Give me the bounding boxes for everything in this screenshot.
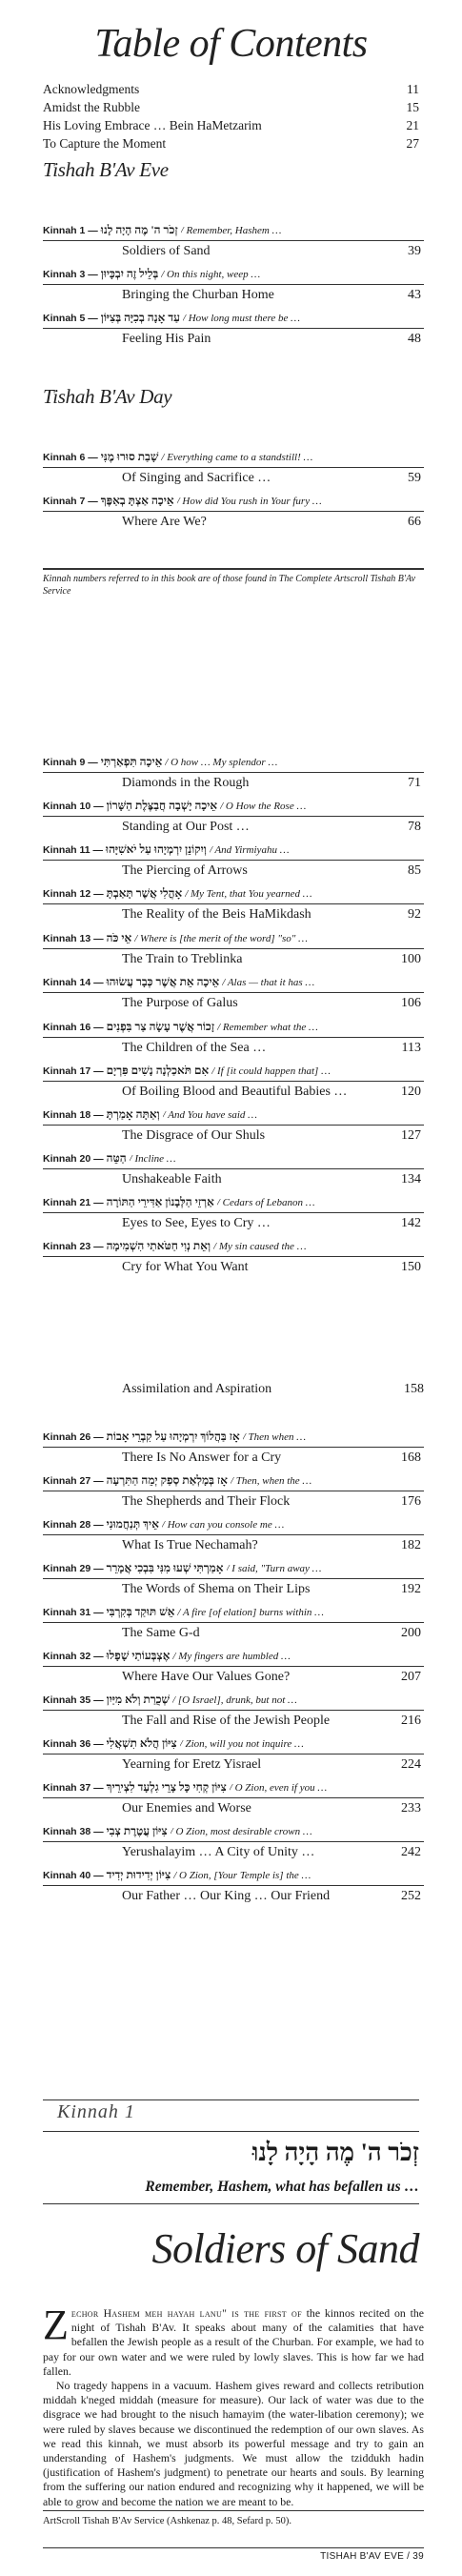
hebrew-title: אָמַרְתִּי שְׁעוּ מִנִּי בִּבְכִי אֲמָרֵר xyxy=(106,1561,224,1574)
section-heading-eve: Tishah B'Av Eve xyxy=(43,158,169,181)
hebrew-title: אֵיכָה אֵת אֲשֶׁר כְּבָר עֲשׂוּהוּ xyxy=(106,975,220,988)
kinnah-entry[interactable] xyxy=(43,1561,424,1600)
entry-title: The Disgrace of Our Shuls xyxy=(122,1128,266,1143)
entry-title: Feeling His Pain xyxy=(122,332,211,346)
kinnah-number: Kinnah 26 — xyxy=(43,1431,104,1443)
section-heading-day: Tishah B'Av Day xyxy=(43,385,172,408)
chapter-body xyxy=(43,2302,424,2509)
entry-title: The Shepherds and Their Flock xyxy=(122,1494,291,1509)
hebrew-title: וְאַתָּה אָמַרְתָּ xyxy=(106,1107,160,1121)
kinnah-number: Kinnah 27 — xyxy=(43,1475,104,1487)
entry-title: Eyes to See, Eyes to Cry … xyxy=(122,1216,271,1230)
kinnah-number: Kinnah 6 — xyxy=(43,452,98,463)
toc-row-page: 21 xyxy=(406,118,419,132)
kinnah-entry[interactable] xyxy=(43,1824,424,1863)
entry-title: Unshakeable Faith xyxy=(122,1172,222,1187)
translation: / Remember, Hashem … xyxy=(180,225,282,236)
translation: / Then, when the … xyxy=(230,1475,312,1487)
entry-title: Bringing the Churban Home xyxy=(122,288,274,302)
entry-header xyxy=(43,1473,424,1491)
kinnah-entry[interactable] xyxy=(43,1736,424,1775)
kinnah-number: Kinnah 37 — xyxy=(43,1782,104,1794)
translation: / Remember what the … xyxy=(217,1022,318,1033)
entry-title-row xyxy=(43,1798,424,1819)
entry-title-row xyxy=(43,1491,424,1512)
entry-header xyxy=(43,267,424,285)
entry-header xyxy=(43,450,424,468)
toc-row-title: Amidst the Rubble xyxy=(43,100,140,114)
translation: / If [it could happen that] … xyxy=(211,1065,331,1077)
kinnah-number: Kinnah 17 — xyxy=(43,1065,104,1077)
entry-title: Our Father … Our King … Our Friend xyxy=(122,1889,331,1903)
entry-title-row xyxy=(43,1579,424,1600)
entry-page: 158 xyxy=(404,1382,424,1396)
entry-header xyxy=(43,842,424,861)
hebrew-title: עַד אָנָה בְכִיָּה בְּצִיּוֹן xyxy=(100,311,180,324)
kinnah-label: Kinnah 1 xyxy=(57,2101,135,2122)
hebrew-title: אֵיכָה אַצְתָּ בְאַפֶּךָ xyxy=(100,494,174,507)
translation: / How long must there be … xyxy=(182,313,300,324)
hebrew-title: וְיִקוֹנֵן יִרְמְיָהוּ עַל יֹאשִׁיָּהוּ xyxy=(106,842,207,856)
entry-header xyxy=(43,1430,424,1448)
translation: / My fingers are humbled … xyxy=(172,1651,291,1662)
entry-title-row xyxy=(43,1213,424,1234)
entry-title: Soldiers of Sand xyxy=(122,244,211,258)
hebrew-title: זְכֹר ה' מֶה הָיָה לָנוּ xyxy=(100,223,178,236)
entry-header xyxy=(43,1020,424,1038)
kinnah-entry[interactable] xyxy=(43,1473,424,1512)
entry-title-row xyxy=(43,1535,424,1556)
entry-title: There Is No Answer for a Cry xyxy=(122,1450,282,1465)
kinnah-entry[interactable] xyxy=(43,799,424,838)
entry-header xyxy=(43,1239,424,1257)
kinnah-number: Kinnah 29 — xyxy=(43,1563,104,1574)
entry-page: 216 xyxy=(401,1714,421,1728)
entry-header xyxy=(43,1824,424,1842)
kinnah-entry[interactable] xyxy=(43,223,424,262)
entry-title: The Children of the Sea … xyxy=(122,1041,267,1055)
toc-row-page: 15 xyxy=(406,100,419,114)
hebrew-title: בְּלֵיל זֶה יִבְכָּיוּן xyxy=(100,267,159,280)
hebrew-title: צִיּוֹן עֲטֶרֶת צְבִי xyxy=(106,1824,168,1837)
kinnah-entry[interactable] xyxy=(43,1239,424,1278)
toc-row-page: 11 xyxy=(407,82,419,96)
drop-cap: Z xyxy=(43,2302,69,2348)
entry-title: The Reality of the Beis HaMikdash xyxy=(122,907,311,922)
entry-header xyxy=(43,1693,424,1711)
entry-title-row xyxy=(43,1257,424,1278)
entry-title-row xyxy=(43,1623,424,1644)
kinnah-entry[interactable] xyxy=(43,842,424,882)
kinnah-number: Kinnah 3 — xyxy=(43,269,98,280)
hebrew-title: צִיּוֹן הֲלֹא תִשְׁאֲלִי xyxy=(106,1736,177,1750)
entry-page: 66 xyxy=(408,515,421,529)
entry-page: 142 xyxy=(401,1216,421,1230)
chapter-title: Soldiers of Sand xyxy=(151,2225,419,2272)
entry-title: Assimilation and Aspiration xyxy=(122,1382,272,1396)
hebrew-title: אַרְזֵי הַלְּבָנוֹן אַדִּירֵי הַתּוֹרָה xyxy=(106,1195,214,1208)
front-matter-list xyxy=(43,80,419,152)
toc-title: Table of Contents xyxy=(94,22,368,66)
entry-page: 39 xyxy=(408,244,421,258)
translation: / Alas — that it has … xyxy=(222,977,315,988)
entry-title-row xyxy=(43,1842,424,1863)
hebrew-title: וְאֵת נְוִי חַטֹּאתַי הִשְׁמִימָה xyxy=(106,1239,211,1252)
entry-page: 106 xyxy=(401,996,421,1010)
entry-title: The Purpose of Galus xyxy=(122,996,238,1010)
entry-page: 120 xyxy=(401,1085,421,1099)
kinnah-number: Kinnah 12 — xyxy=(43,888,104,900)
toc-row-title: His Loving Embrace … Bein HaMetzarim xyxy=(43,118,262,132)
kinnah-number: Kinnah 21 — xyxy=(43,1197,104,1208)
entry-title-row xyxy=(43,904,424,925)
toc-row-title: Acknowledgments xyxy=(43,82,140,96)
translation: / [O Israel], drunk, but not … xyxy=(172,1694,297,1706)
entry-title: Cry for What You Want xyxy=(122,1260,249,1274)
kinnah-entry[interactable] xyxy=(43,311,424,350)
kinnah-number: Kinnah 11 — xyxy=(43,844,104,856)
entry-page: 92 xyxy=(408,907,421,922)
kinnah-entry[interactable] xyxy=(43,1517,424,1556)
kinnah-entry[interactable] xyxy=(43,1107,424,1146)
entry-title-row xyxy=(43,1711,424,1732)
kinnah-number: Kinnah 7 — xyxy=(43,496,98,507)
entry-header xyxy=(43,1561,424,1579)
entry-header xyxy=(43,931,424,949)
kinnah-entry[interactable] xyxy=(43,1195,424,1234)
entry-header xyxy=(43,1151,424,1169)
entry-page: 85 xyxy=(408,863,421,878)
toc-row-title: To Capture the Moment xyxy=(43,136,167,151)
kinnah-entry[interactable] xyxy=(43,1430,424,1469)
translation: / Zion, will you not inquire … xyxy=(179,1738,304,1750)
entry-page: 150 xyxy=(401,1260,421,1274)
hebrew-title: אָהֳלִי אֲשֶׁר תָּאַבְתָּ xyxy=(106,886,183,900)
toc-row[interactable] xyxy=(43,116,419,134)
entry-page: 192 xyxy=(401,1582,421,1596)
toc-row[interactable] xyxy=(43,98,419,116)
translation: / And Yirmiyahu … xyxy=(209,844,290,856)
entry-title: Standing at Our Post … xyxy=(122,820,250,834)
translation: / O How the Rose … xyxy=(220,801,307,812)
kinnah-number: Kinnah 35 — xyxy=(43,1694,104,1706)
translation: / My sin caused the … xyxy=(213,1241,307,1252)
kinnah-number: Kinnah 40 — xyxy=(43,1870,104,1881)
kinnah-number: Kinnah 5 — xyxy=(43,313,98,324)
entry-header xyxy=(43,1064,424,1082)
entry-title-row xyxy=(43,1082,424,1103)
divider xyxy=(43,2510,424,2511)
kinnah-number: Kinnah 9 — xyxy=(43,757,98,768)
entry-header xyxy=(43,1649,424,1667)
hebrew-title: שָׁבַת סוּרוּ מֶנִּי xyxy=(100,450,159,463)
kinnah-entry[interactable] xyxy=(43,1780,424,1819)
kinnah-number: Kinnah 23 — xyxy=(43,1241,104,1252)
entry-header xyxy=(43,1736,424,1755)
toc-row[interactable] xyxy=(43,134,419,152)
entry-page: 168 xyxy=(401,1450,421,1465)
entry-header xyxy=(43,799,424,817)
entry-page: 242 xyxy=(401,1845,421,1859)
entry-page: 127 xyxy=(401,1128,421,1143)
assimilation-entry[interactable] xyxy=(122,1382,424,1397)
kinnah-number: Kinnah 10 — xyxy=(43,801,104,812)
entry-title-row xyxy=(43,468,424,489)
translation: / A fire [of elation] burns within … xyxy=(177,1607,324,1618)
kinnah-entry[interactable] xyxy=(43,755,424,794)
entry-page: 134 xyxy=(401,1172,421,1187)
translation: / O how … My splendor … xyxy=(165,757,278,768)
entry-page: 113 xyxy=(401,1041,421,1055)
english-heading: Remember, Hashem, what has befallen us … xyxy=(145,2179,419,2195)
kinnah-number: Kinnah 38 — xyxy=(43,1826,104,1837)
entry-header xyxy=(43,494,424,512)
entry-title: The Train to Treblinka xyxy=(122,952,243,966)
translation: / O Zion, most desirable crown … xyxy=(170,1826,312,1837)
entry-page: 43 xyxy=(408,288,421,302)
hebrew-title: אָז בַּהֲלוֹךְ יִרְמְיָהוּ עַל קִבְרֵי אָבוֹת xyxy=(106,1430,240,1443)
entry-title-row xyxy=(43,993,424,1014)
kinnah-number: Kinnah 13 — xyxy=(43,933,104,944)
entry-page: 78 xyxy=(408,820,421,834)
entry-title-row xyxy=(43,1169,424,1190)
entry-page: 182 xyxy=(401,1538,421,1552)
entry-title: The Piercing of Arrows xyxy=(122,863,248,878)
kinnah-entry[interactable] xyxy=(43,450,424,489)
paragraph: No tragedy happens in a vacuum. Hashem gives reward and collects retribution middah k'neged middah (measure for measure). Our lack of water was due to the disgrace we had brought to the nisuch hamayim (the water-libation ceremony); we were ruled by slaves because we discontinued the redemption of our own slaves. As we read this kinnah, we must absorb its powerful message and try to gain an understanding of Hashem's judgments. We must allow the tziddukh hadin (justification of Hashem's judgment) to penetrate our hearts and souls. By learning from the suffering our nation endured and recognizing why it happened, we will be able to grow and become the nation we are meant to be. xyxy=(43,2379,424,2508)
entry-title-row xyxy=(43,1038,424,1059)
source-note: ArtScroll Tishah B'Av Service (Ashkenaz p. 48, Sefard p. 50). xyxy=(43,2516,291,2526)
page-footer: TISHAH B'AV EVE / 39 xyxy=(43,2547,424,2562)
entry-page: 71 xyxy=(408,776,421,790)
translation: / O Zion, even if you … xyxy=(229,1782,328,1794)
kinnah-numbering-footnote: Kinnah numbers referred to in this book are of those found in The Complete Artscroll Tishah B'Av Service xyxy=(43,568,424,598)
kinnah-number: Kinnah 20 — xyxy=(43,1153,104,1165)
entry-page: 48 xyxy=(408,332,421,346)
hebrew-title: צִיּוֹן קְחִי כָּל צָרֵי גִלְעָד לִצְירֵיךְ xyxy=(106,1780,227,1794)
paragraph xyxy=(43,2302,424,2379)
entry-title-row xyxy=(43,1886,424,1907)
kinnah-entry[interactable] xyxy=(43,1868,424,1907)
hebrew-title: שְׁכֻרַת וְלֹא מִיַּיִן xyxy=(106,1693,171,1706)
kinnah-number: Kinnah 32 — xyxy=(43,1651,104,1662)
translation: / How did You rush in Your fury … xyxy=(176,496,322,507)
hebrew-title: צִיּוֹן יְדִידוּת יְדִיד xyxy=(106,1868,171,1881)
entry-title-row xyxy=(43,329,424,350)
entry-header xyxy=(43,1107,424,1126)
toc-row[interactable] xyxy=(43,80,419,98)
entry-title-row xyxy=(43,773,424,794)
translation: / How can you console me … xyxy=(161,1519,285,1531)
entry-title-row xyxy=(43,861,424,882)
entry-page: 207 xyxy=(401,1670,421,1684)
entry-page: 200 xyxy=(401,1626,421,1640)
entry-title: Where Have Our Values Gone? xyxy=(122,1670,291,1684)
kinnah-entry[interactable] xyxy=(43,1649,424,1688)
hebrew-title: אֵשׁ תּוּקַד בְּקִרְבִּי xyxy=(106,1605,175,1618)
divider xyxy=(43,2131,419,2132)
entry-title: Yearning for Eretz Yisrael xyxy=(122,1757,262,1772)
kinnah-number: Kinnah 1 — xyxy=(43,225,98,236)
kinnah-entry[interactable] xyxy=(43,1693,424,1732)
entry-header xyxy=(43,1195,424,1213)
kinnah-number: Kinnah 28 — xyxy=(43,1519,104,1531)
kinnah-entry[interactable] xyxy=(43,1020,424,1059)
entry-title-row xyxy=(43,1126,424,1146)
translation: / Where is [the merit of the word] "so" … xyxy=(134,933,308,944)
translation: / My Tent, that You yearned … xyxy=(185,888,312,900)
lead-in: echor Hashem meh hayah lanu" is the first of xyxy=(70,2306,302,2320)
paragraph-rest: the kinnos recited on the night of Tishah B'Av. It speaks about many of the calamities that have befallen the Jewish people as a result of the Churban. For example, we had to pay for our own water and we were ruled by lowly slaves. This is how far we had fallen. xyxy=(43,2306,424,2378)
hebrew-title: אֶצְבְּעוֹתַי שָׁפָלוּ xyxy=(106,1649,171,1662)
entry-title: Diamonds in the Rough xyxy=(122,776,250,790)
hebrew-title: אָז בְּמָלְאַת סְפַק יְמֵה הַתִּרְעָה xyxy=(106,1473,228,1487)
kinnah-entry[interactable] xyxy=(43,1151,424,1190)
translation: / O Zion, [Your Temple is] the … xyxy=(173,1870,311,1881)
entry-page: 59 xyxy=(408,471,421,485)
hebrew-title: אֵיךְ תְּנַחֲמוּנִי xyxy=(106,1517,159,1531)
entry-title: The Words of Shema on Their Lips xyxy=(122,1582,311,1596)
entry-title-row xyxy=(43,241,424,262)
entry-header xyxy=(43,1517,424,1535)
entry-title-row xyxy=(43,1448,424,1469)
toc-row-page: 27 xyxy=(406,136,419,151)
kinnah-number: Kinnah 16 — xyxy=(43,1022,104,1033)
entry-title-row xyxy=(43,512,424,533)
hebrew-title: אֵיכָה יָשְׁבָה חֲבַצֶּלֶת הַשָּׁרוֹן xyxy=(106,799,218,812)
translation: / On this night, weep … xyxy=(161,269,261,280)
entry-page: 100 xyxy=(401,952,421,966)
hebrew-title: אֵיכָה תִּפְאַרְתִּי xyxy=(100,755,163,768)
entry-header xyxy=(43,1780,424,1798)
entry-title: Of Singing and Sacrifice … xyxy=(122,471,271,485)
translation: / Incline … xyxy=(129,1153,176,1165)
hebrew-title: אִם תֹּאכַלְנָה נָשִׁים פִּרְיָם xyxy=(106,1064,210,1077)
kinnah-entry[interactable] xyxy=(43,1605,424,1644)
translation: / I said, "Turn away … xyxy=(226,1563,322,1574)
entry-title: The Same G-d xyxy=(122,1626,200,1640)
entry-title: The Fall and Rise of the Jewish People xyxy=(122,1714,331,1728)
translation: / Then when … xyxy=(242,1431,307,1443)
hebrew-title: זָכוֹר אֲשֶׁר עָשָׂה צַר בִּפְנִים xyxy=(106,1020,215,1033)
divider xyxy=(43,2099,419,2100)
kinnah-number: Kinnah 31 — xyxy=(43,1607,104,1618)
entry-page: 233 xyxy=(401,1801,421,1815)
translation: / Everything came to a standstill! … xyxy=(161,452,313,463)
entry-title: Yerushalayim … A City of Unity … xyxy=(122,1845,315,1859)
entry-header xyxy=(43,223,424,241)
kinnah-entry[interactable] xyxy=(43,1064,424,1103)
entry-title: Where Are We? xyxy=(122,515,207,529)
entry-title-row xyxy=(43,817,424,838)
entry-header xyxy=(43,975,424,993)
entry-title-row xyxy=(43,1755,424,1775)
entry-title: Our Enemies and Worse xyxy=(122,1801,251,1815)
entry-page: 176 xyxy=(401,1494,421,1509)
divider xyxy=(43,2203,419,2204)
entry-page: 252 xyxy=(401,1889,421,1903)
kinnah-entry[interactable] xyxy=(43,267,424,306)
kinnah-entry[interactable] xyxy=(43,886,424,925)
hebrew-heading: זְכֹר ה' מֶה הָיָה לָנוּ xyxy=(251,2139,419,2166)
kinnah-entry[interactable] xyxy=(43,494,424,533)
entry-header xyxy=(43,755,424,773)
entry-header xyxy=(43,311,424,329)
kinnah-entry[interactable] xyxy=(43,931,424,970)
kinnah-number: Kinnah 18 — xyxy=(43,1109,104,1121)
entry-page: 224 xyxy=(401,1757,421,1772)
hebrew-title: אֵי כֹּה xyxy=(106,931,132,944)
entry-title: What Is True Nechamah? xyxy=(122,1538,258,1552)
translation: / Cedars of Lebanon … xyxy=(216,1197,315,1208)
entry-header xyxy=(43,886,424,904)
entry-title: Of Boiling Blood and Beautiful Babies … xyxy=(122,1085,348,1099)
entry-title-row xyxy=(43,285,424,306)
kinnah-number: Kinnah 36 — xyxy=(43,1738,104,1750)
kinnah-number: Kinnah 14 — xyxy=(43,977,104,988)
entry-header xyxy=(43,1605,424,1623)
translation: / And You have said … xyxy=(162,1109,257,1121)
kinnah-entry[interactable] xyxy=(43,975,424,1014)
entry-title-row xyxy=(43,1667,424,1688)
entry-header xyxy=(43,1868,424,1886)
entry-title-row xyxy=(43,949,424,970)
hebrew-title: הַטֵּה xyxy=(106,1151,127,1165)
